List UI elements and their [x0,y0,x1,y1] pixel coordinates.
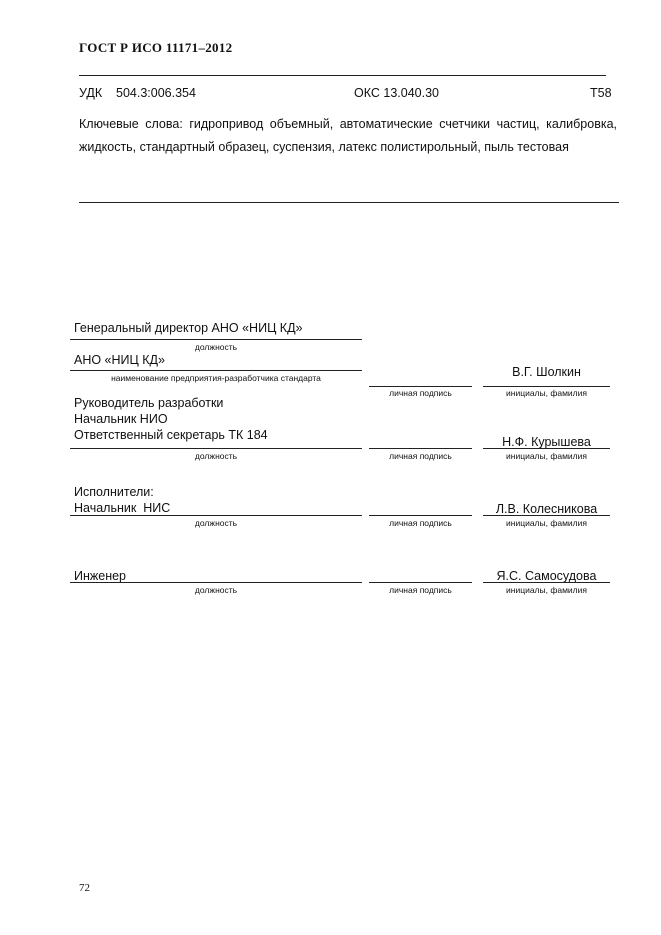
signature-caption: личная подпись [389,518,452,528]
signature-line [369,448,472,449]
position-line [70,515,362,516]
organization-name: АНО «НИЦ КД» [74,353,165,367]
executor1-position: Начальник НИС [74,501,171,515]
executor1-name: Л.В. Колесникова [495,502,598,516]
position-caption: должность [194,451,238,461]
signature-line [369,515,472,516]
position-caption: должность [194,342,238,352]
executor2-position: Инженер [74,569,127,583]
lead-label-line1: Руководитель разработки [74,396,224,410]
position-line [70,582,362,583]
signature-caption: личная подпись [389,451,452,461]
executors-title: Исполнители: [74,485,154,499]
udk-code: УДК 504.3:006.354 [79,86,196,100]
name-line [483,448,610,449]
position-caption: должность [194,518,238,528]
name-line [483,386,610,387]
director-name: В.Г. Шолкин [512,365,581,379]
oks-code: ОКС 13.040.30 [354,86,439,100]
signature-caption: личная подпись [389,388,452,398]
header-rule [79,75,606,76]
name-caption: инициалы, фамилия [506,518,587,528]
name-caption: инициалы, фамилия [506,451,587,461]
name-caption: инициалы, фамилия [506,388,587,398]
signature-caption: личная подпись [389,585,452,595]
name-line [483,515,610,516]
lead-name: Н.Ф. Курышева [502,435,591,449]
executor2-name: Я.С. Самосудова [496,569,597,583]
position-line [70,339,362,340]
keywords-rule [79,202,619,203]
standard-designation: ГОСТ Р ИСО 11171–2012 [79,40,233,55]
lead-label-line3: Ответственный секретарь ТК 184 [74,428,268,442]
signature-line [369,582,472,583]
keywords-paragraph: Ключевые слова: гидропривод объемный, автоматические счетчики частиц, калибровка, жидкость, стандартный образец, суспензия, латекс полистирольный, пыль тестовая [79,117,617,154]
position-caption: должность [194,585,238,595]
organization-caption: наименование предприятия-разработчика стандарта [111,373,321,383]
name-caption: инициалы, фамилия [506,585,587,595]
name-line [483,582,610,583]
classification-code: Т58 [590,86,612,100]
page-number: 72 [79,882,90,894]
lead-label-line2: Начальник НИО [74,412,168,426]
organization-line [70,370,362,371]
signature-line [369,386,472,387]
position-line [70,448,362,449]
general-director-label: Генеральный директор АНО «НИЦ КД» [74,321,303,335]
